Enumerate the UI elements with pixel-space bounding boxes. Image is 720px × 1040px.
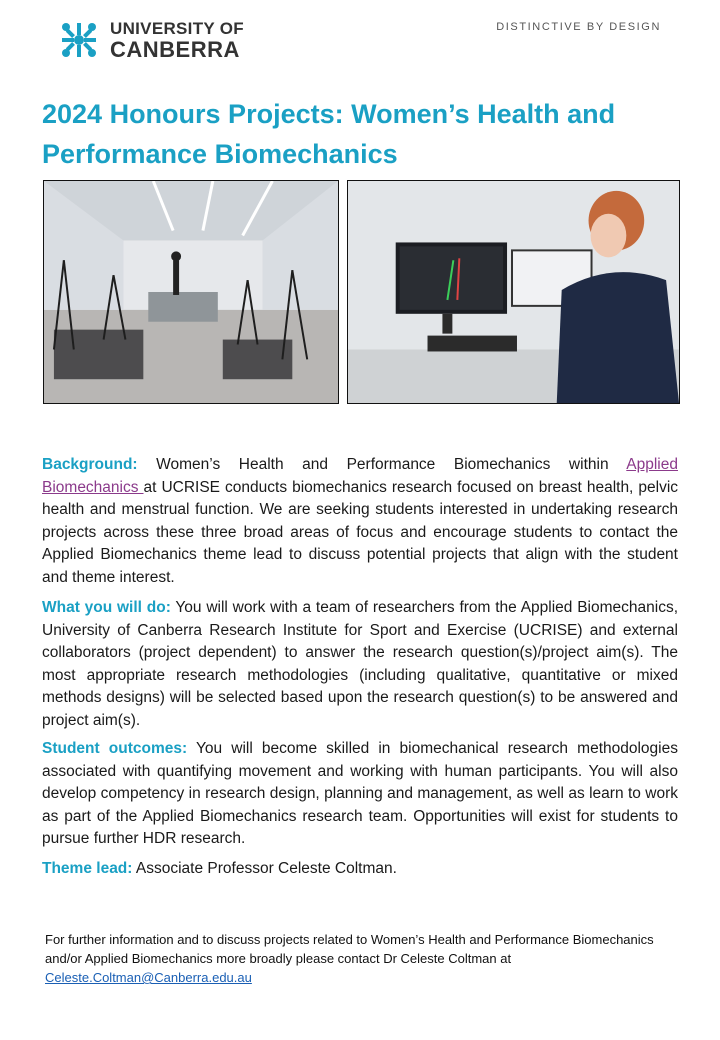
contact-email-link[interactable]: Celeste.Coltman@Canberra.edu.au — [45, 970, 252, 985]
background-text-after: at UCRISE conducts biomechanics research focused on breast health, pelvic health and menstrual function. We are seeking students interested in undertaking research projects across these three broad areas of focus and encourage students to contact the Applied Biomechanics theme lead to discuss potential projects that align with the student and theme interest. — [42, 478, 679, 586]
footer-contact — [45, 930, 685, 987]
background-paragraph — [42, 454, 678, 590]
student-outcomes-paragraph — [42, 738, 678, 851]
background-text-before: Women’s Health and Performance Biomechanics within — [137, 456, 627, 473]
page-header — [0, 0, 720, 80]
what-you-will-do-paragraph — [42, 597, 678, 733]
student-outcomes-label: Student outcomes: — [42, 740, 188, 757]
what-you-will-do-text: You will work with a team of researchers from the Applied Biomechanics, University of Canberra Research Institute for Sport and Exercise (UCRISE) and external collaborators (project dependent) to answer the research question(s)/project aim(s). The most appropriate research methodologies (including qualitative, quantitative or mixed methods designs) will be selected based upon the research question(s) to be answered and project aim(s). — [42, 599, 679, 729]
researcher-photo-image — [348, 181, 679, 403]
applied-biomechanics-link[interactable]: Applied Biomechanics — [42, 456, 678, 496]
university-logo[interactable] — [58, 19, 244, 61]
page-title: 2024 Honours Projects: Women’s Health and Performance Biomechanics — [42, 99, 616, 169]
lab-photo-image — [44, 181, 338, 403]
tagline: DISTINCTIVE BY DESIGN — [496, 21, 661, 33]
background-label: Background: — [42, 456, 138, 473]
student-outcomes-text: You will become skilled in biomechanical research methodologies associated with quantifying movement and working with human participants. You will also develop competency in research design, planning and management, as well as learn to work as part of the Applied Biomechanics research team. Opportunities will exist for students to pursue further HDR research. — [42, 740, 678, 848]
theme-lead-paragraph — [42, 858, 678, 881]
what-you-will-do-label: What you will do: — [42, 599, 171, 616]
theme-lead-text: Associate Professor Celeste Coltman. — [132, 860, 397, 877]
logo-line2: CANBERRA — [110, 36, 240, 62]
footer-text: For further information and to discuss projects related to Women’s Health and Performance Biomechanics and/or Applied Biomechanics more broadly please contact Dr Celeste Coltman at — [45, 932, 654, 966]
theme-lead-label: Theme lead: — [42, 860, 133, 877]
logo-line1: UNIVERSITY OF — [110, 18, 244, 38]
university-logo-icon — [58, 19, 100, 61]
lab-photo — [43, 180, 339, 404]
researcher-photo — [347, 180, 680, 404]
